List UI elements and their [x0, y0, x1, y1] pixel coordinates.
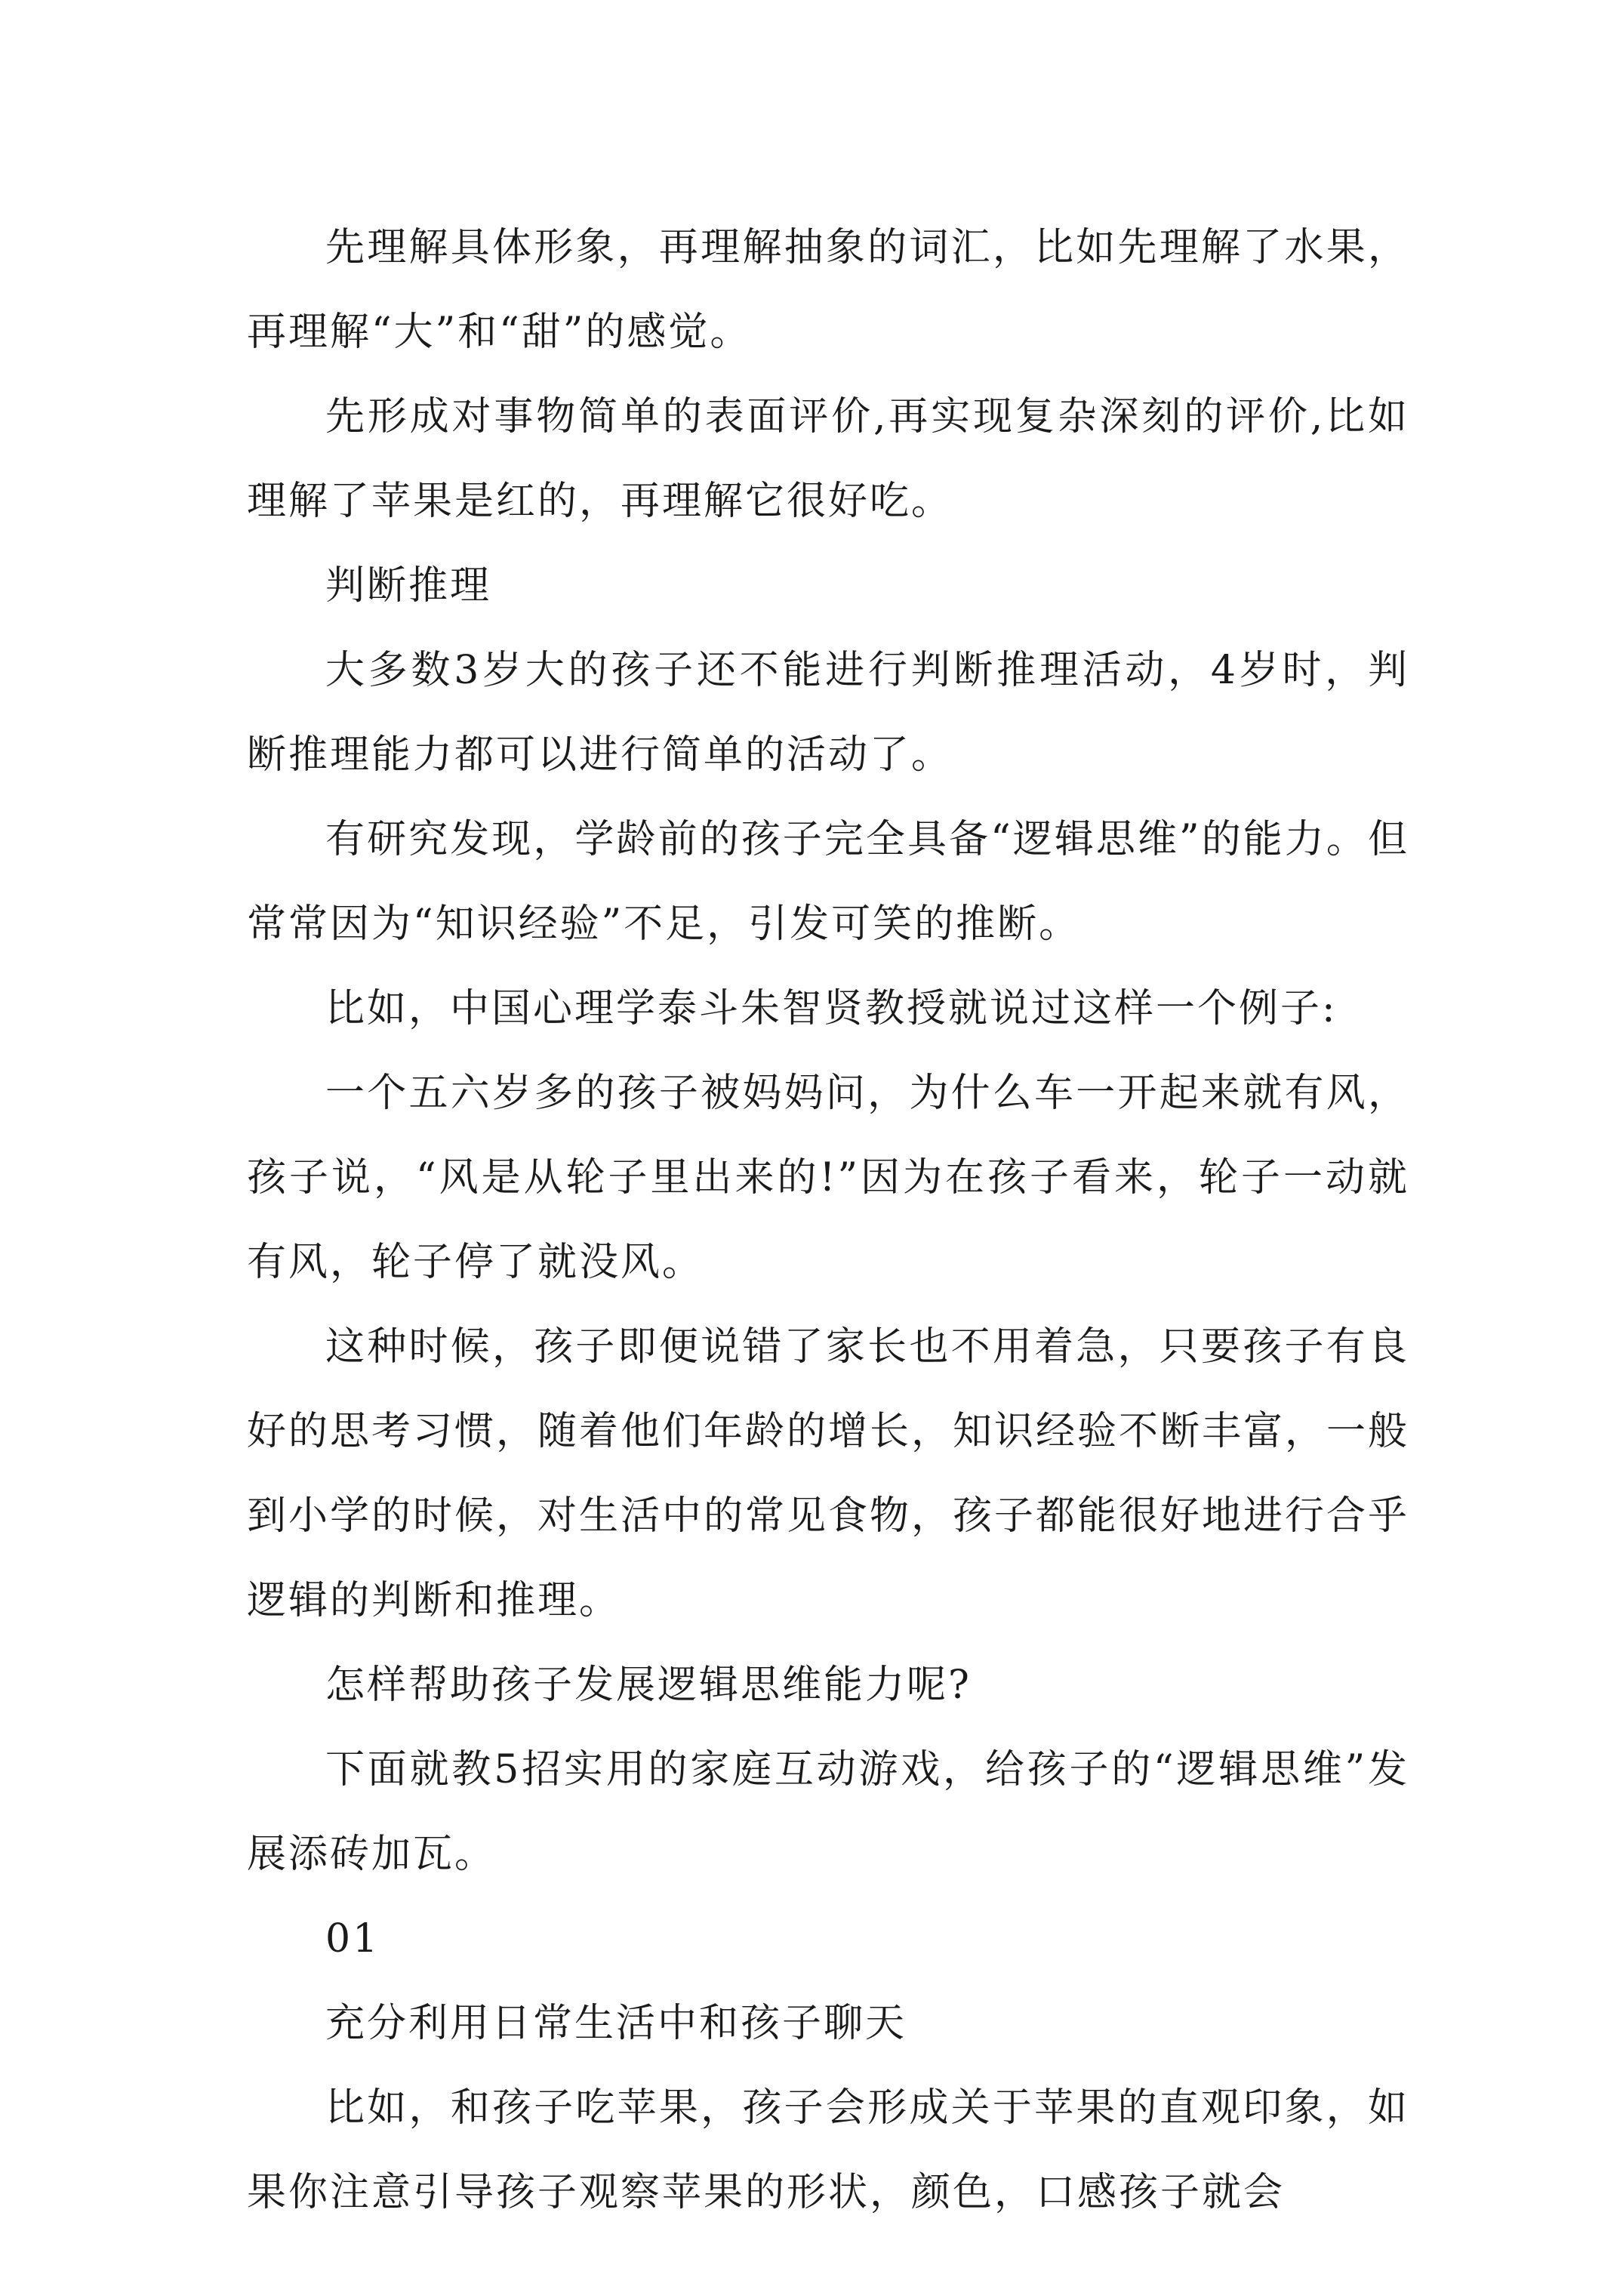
paragraph-research-finding: 有研究发现，学龄前的孩子完全具备“逻辑思维”的能力。但常常因为“知识经验”不足，引发可笑的推断。 [247, 817, 1409, 947]
paragraph-five-games-intro: 下面就教5招实用的家庭互动游戏，给孩子的“逻辑思维”发展添砖加瓦。 [247, 1747, 1409, 1877]
document-body [247, 205, 1409, 2235]
paragraph-apple-example: 比如，和孩子吃苹果，孩子会形成关于苹果的直观印象，如果你注意引导孩子观察苹果的形状，颜色，口感孩子就会 [247, 2085, 1409, 2215]
paragraph-wind-example: 一个五六岁多的孩子被妈妈问，为什么车一开起来就有风，孩子说，“风是从轮子里出来的!”因为在孩子看来，轮子一动就有风，轮子停了就没风。 [247, 1071, 1409, 1285]
paragraph-question: 怎样帮助孩子发展逻辑思维能力呢? [325, 1663, 972, 1708]
section-heading-judgment-reasoning: 判断推理 [325, 563, 492, 609]
section-heading-daily-chat: 充分利用日常生活中和孩子聊天 [325, 2001, 907, 2046]
paragraph-age-reasoning: 大多数3岁大的孩子还不能进行判断推理活动，4岁时，判断推理能力都可以进行简单的活动了。 [247, 648, 1409, 778]
paragraph-parent-advice: 这种时候，孩子即便说错了家长也不用着急，只要孩子有良好的思考习惯，随着他们年龄的增长，知识经验不断丰富，一般到小学的时候，对生活中的常见食物，孩子都能很好地进行合乎逻辑的判断和推理。 [247, 1324, 1410, 1623]
paragraph-simple-before-complex: 先形成对事物简单的表面评价,再实现复杂深刻的评价,比如理解了苹果是红的，再理解它很好吃。 [247, 394, 1409, 524]
paragraph-example-intro: 比如，中国心理学泰斗朱智贤教授就说过这样一个例子: [325, 986, 1338, 1031]
section-number-01: 01 [325, 1916, 380, 1962]
paragraph-concrete-before-abstract: 先理解具体形象，再理解抽象的词汇，比如先理解了水果，再理解“大”和“甜”的感觉。 [247, 225, 1409, 355]
